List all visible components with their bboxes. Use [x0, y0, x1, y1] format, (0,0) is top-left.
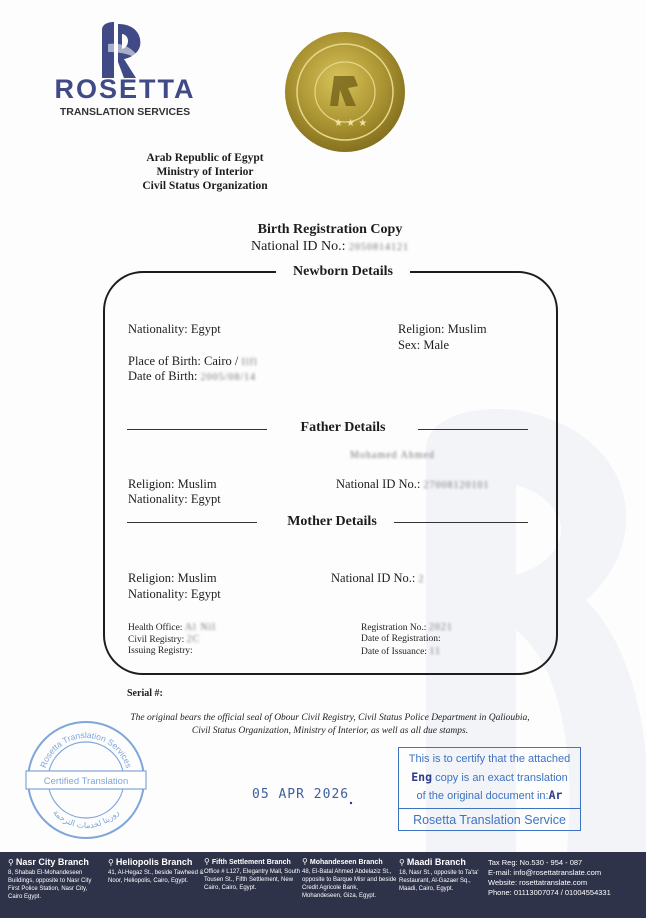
logo-wordmark: ROSETTA	[54, 74, 196, 104]
newborn-heading: Newborn Details	[276, 264, 410, 280]
mother-heading: Mother Details	[270, 514, 394, 530]
civil-registry-label: Civil Registry:	[128, 635, 187, 645]
father-name-value: Mohamed Ahmed	[350, 450, 435, 461]
health-office	[128, 622, 216, 633]
stamp-top-text: Rosetta Translation Services	[37, 729, 135, 770]
health-office-label: Health Office:	[128, 623, 185, 633]
branch-mohandeseen	[302, 857, 397, 915]
newborn-religion: Religion: Muslim	[398, 322, 487, 336]
mother-religion: Religion: Muslim	[128, 571, 217, 585]
mother-national-id	[331, 571, 424, 586]
father-rule-left	[127, 429, 267, 430]
branch-maadi	[399, 857, 485, 915]
certified-translation-stamp-icon	[24, 718, 148, 842]
date-of-birth-value: 2005/08/14	[200, 372, 257, 383]
father-rule-right	[418, 429, 528, 430]
stamp-center-text: Certified Translation	[43, 776, 129, 787]
civil-registry-value: 2C	[186, 634, 201, 645]
branch-heliopolis	[108, 857, 204, 915]
contact-info	[488, 858, 642, 916]
certification-source-language: Ar	[548, 788, 563, 802]
location-pin-icon: ⚲	[302, 857, 308, 866]
newborn-place-of-birth	[128, 354, 258, 369]
branch-address: 8, Shabab El-Mohandeseen Buildings, opposite to Nasr City First Police Station, Nasr City, Cairo Egypt.	[8, 870, 92, 900]
certification-line-1: This is to certify that the attached	[408, 753, 571, 765]
rosetta-logo-icon	[96, 22, 142, 78]
issuer-block	[110, 151, 300, 193]
branch-address: 41, Al-Hegaz St., beside Tawheed & Noor, Heliopolis, Cairo, Egypt.	[108, 870, 204, 884]
contact-email: E-mail: info@rosettatranslate.com	[488, 868, 602, 877]
document-title: Birth Registration Copy	[257, 222, 403, 237]
certification-line-3	[399, 788, 580, 802]
mother-rule-left	[127, 522, 257, 523]
mother-nationality: Nationality: Egypt	[128, 587, 221, 601]
national-id-value: 2050814121	[348, 242, 409, 253]
certification-line-2-text: copy is an exact translation	[432, 772, 568, 784]
mother-national-id-value: 2	[418, 574, 425, 585]
date-of-registration: Date of Registration:	[361, 634, 441, 644]
father-national-id-label: National ID No.:	[336, 477, 424, 491]
gold-seal-icon	[268, 22, 422, 162]
civil-registry	[128, 634, 200, 645]
registration-number-value: 2021	[428, 622, 453, 633]
certification-footer: Rosetta Translation Service	[399, 808, 580, 831]
father-national-id-value: 27008120101	[423, 480, 490, 491]
certification-line-2	[399, 770, 580, 784]
branch-address: 18, Nasr St., opposite to Ta'ta' Restaurant, Al-Gazaer Sq., Maadi, Cairo, Egypt.	[399, 870, 479, 892]
date-of-birth-label: Date of Birth:	[128, 369, 201, 383]
location-pin-icon: ⚲	[204, 857, 210, 866]
date-of-issuance-label: Date of Issuance:	[361, 647, 430, 657]
branch-fifth-settlement	[204, 857, 300, 915]
place-of-birth-label: Place of Birth: Cairo /	[128, 354, 242, 368]
mother-national-id-label: National ID No.:	[331, 571, 419, 585]
registration-number-label: Registration No.:	[361, 623, 429, 633]
issuer-organization: Civil Status Organization	[142, 180, 268, 192]
date-of-issuance-value: 11	[429, 646, 441, 657]
certification-line-3-text: of the original document in:	[416, 790, 549, 802]
father-heading: Father Details	[282, 420, 404, 436]
logo-tagline: TRANSLATION SERVICES	[59, 106, 191, 118]
certification-target-language: Eng	[411, 770, 433, 784]
company-logo	[30, 22, 220, 122]
father-national-id	[336, 477, 489, 492]
mother-rule-right	[388, 522, 528, 523]
branch-title: Maadi Branch	[406, 857, 466, 867]
registration-number	[361, 622, 453, 633]
newborn-nationality: Nationality: Egypt	[128, 322, 221, 336]
newborn-date-of-birth	[128, 369, 256, 384]
stamp-bottom-text: روزيتا لخدمات الترجمة	[51, 808, 121, 831]
issuer-ministry: Ministry of Interior	[156, 166, 254, 178]
tax-registration: Tax Reg: No.530 - 954 - 087	[488, 858, 583, 867]
issuer-country: Arab Republic of Egypt	[146, 152, 264, 164]
father-religion: Religion: Muslim	[128, 477, 217, 491]
health-office-value: Al Nil	[184, 622, 217, 633]
serial-label: Serial #:	[127, 688, 163, 699]
location-pin-icon: ⚲	[8, 858, 14, 867]
branch-title: Mohandeseen Branch	[309, 859, 383, 866]
svg-text:روزيتا لخدمات الترجمة	[51, 808, 121, 830]
branch-title: Nasr City Branch	[15, 857, 89, 867]
branch-address: Office # L127, Elegantry Mall, South Tousen St., Fifth Settlement, New Cairo, Cairo, Egypt.	[204, 869, 300, 891]
document-national-id	[200, 239, 460, 255]
father-nationality: Nationality: Egypt	[128, 492, 221, 506]
date-of-issuance	[361, 646, 441, 657]
branch-address: 48, El-Batal Ahmed Abdelaziz St., opposite to Barque Misr and beside Credit Agricole Bank, Mohandeseen, Giza, Egypt.	[302, 869, 397, 899]
contact-phone: Phone: 01113007074 / 01004554331	[488, 888, 611, 897]
location-pin-icon: ⚲	[399, 858, 405, 867]
branches-footer	[0, 852, 646, 918]
svg-text:★ ★ ★: ★ ★ ★	[334, 118, 368, 129]
place-of-birth-value: Ilfl	[241, 357, 258, 368]
signature-mark-icon	[348, 800, 354, 806]
date-stamp: 05 APR 2026	[252, 787, 350, 802]
contact-website: Website: rosettatranslate.com	[488, 878, 588, 887]
branch-title: Fifth Settlement Branch	[211, 859, 291, 866]
issuing-registry: Issuing Registry:	[128, 646, 193, 656]
branch-nasr-city	[8, 857, 103, 915]
location-pin-icon: ⚲	[108, 858, 114, 867]
national-id-label: National ID No.:	[251, 239, 346, 254]
father-name	[350, 447, 435, 462]
branch-title: Heliopolis Branch	[115, 857, 193, 867]
newborn-sex: Sex: Male	[398, 338, 450, 352]
original-seal-note: The original bears the official seal of Obour Civil Registry, Civil Status Police Department in Qalioubia, Civil Status Organization, Ministry of Interior, as well as all due stamps.	[130, 713, 530, 736]
certification-box	[398, 747, 581, 831]
